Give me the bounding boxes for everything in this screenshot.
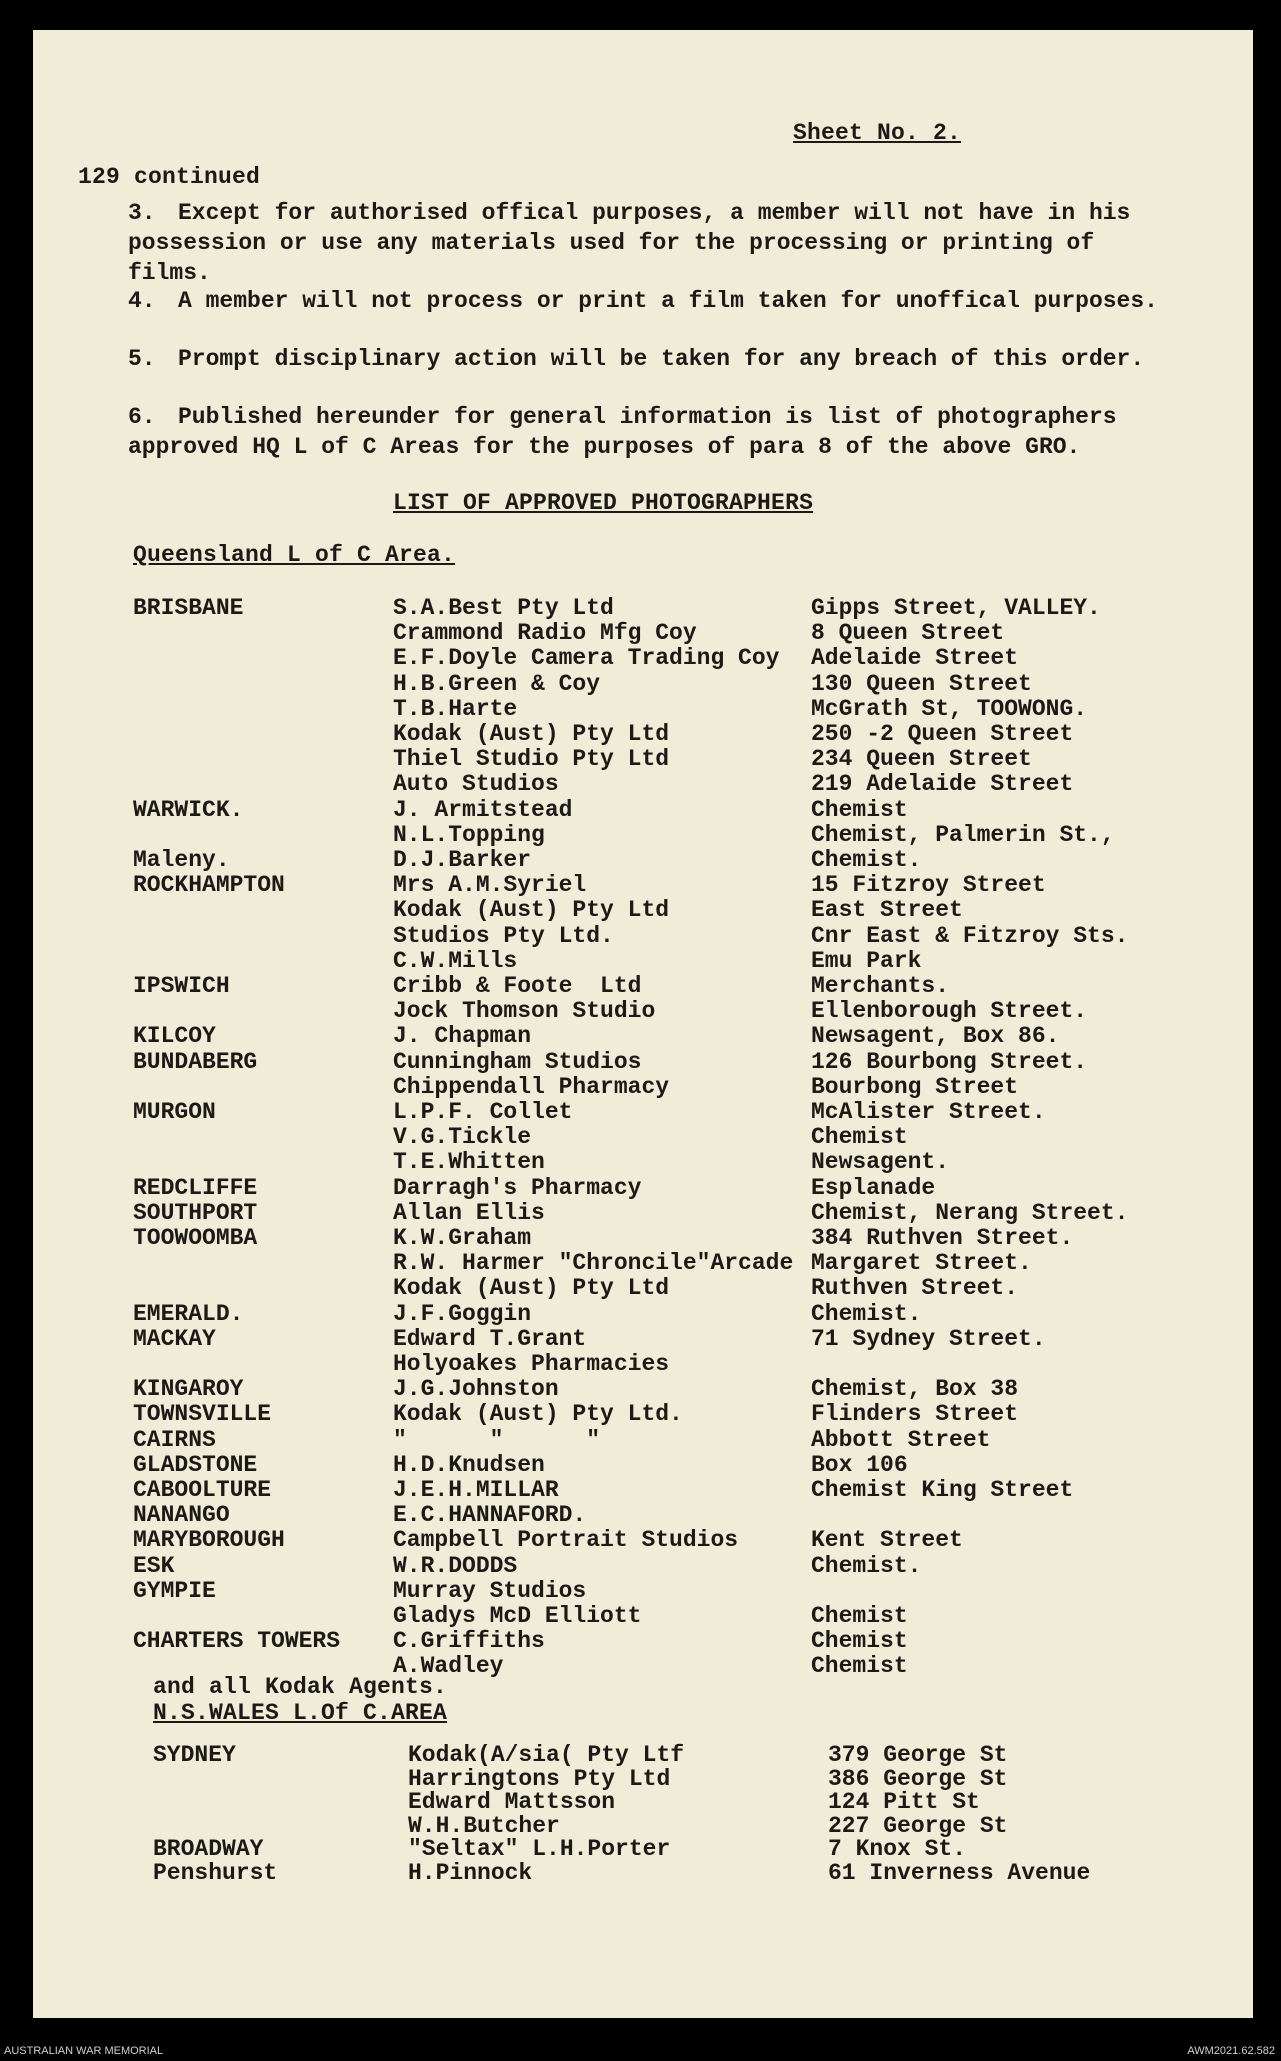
business-cell: J.E.H.MILLAR [393,1477,559,1503]
business-cell: Mrs A.M.Syriel [393,872,587,899]
photographer-row [33,1578,1233,1604]
business-cell: V.G.Tickle [393,1124,532,1151]
photographer-row [33,1789,1233,1815]
sheet-label: Sheet No. 2. [793,120,962,146]
address-cell: Chemist [811,1603,908,1629]
town-cell: GLADSTONE [133,1451,258,1478]
photographer-row [33,1225,1233,1251]
business-cell: E.C.HANNAFORD. [393,1502,587,1529]
town-cell: MURGON [133,1099,216,1125]
address-cell: 219 Adelaide Street [811,771,1074,798]
town-cell: BROADWAY [153,1836,264,1862]
address-cell: 15 Fitzroy Street [811,872,1046,899]
business-cell: J.G.Johnston [393,1376,559,1403]
photographer-row [33,595,1233,621]
address-cell: 126 Bourbong Street. [811,1048,1088,1075]
town-cell: CABOOLTURE [133,1477,272,1503]
business-cell: Kodak (Aust) Pty Ltd [393,1275,670,1302]
address-cell: Adelaide Street [811,645,1019,672]
business-cell: W.H.Butcher [408,1812,560,1839]
business-cell: T.E.Whitten [393,1149,545,1176]
address-cell: 386 George St [828,1765,1008,1792]
document-page [33,30,1253,2018]
business-cell: Murray Studios [393,1577,587,1604]
photographer-row [33,1860,1233,1886]
footer-left: AUSTRALIAN WAR MEMORIAL [4,2045,164,2057]
business-cell: R.W. Harmer "Chroncile"Arcade [393,1250,794,1277]
business-cell: Kodak (Aust) Pty Ltd [393,897,670,924]
address-cell: Newsagent, Box 86. [811,1023,1060,1050]
photographer-row [33,1175,1233,1201]
business-cell: Gladys McD Elliott [393,1603,642,1629]
address-cell: Chemist [811,1653,908,1680]
photographer-row [33,1427,1233,1453]
address-cell: Box 106 [811,1451,908,1478]
business-cell: K.W.Graham [393,1225,532,1251]
photographer-row [33,1502,1233,1528]
address-cell: 234 Queen Street [811,746,1032,773]
address-cell: Kent Street [811,1527,963,1554]
town-cell: Penshurst [153,1859,278,1886]
photographer-row [33,620,1233,646]
town-cell: CAIRNS [133,1426,216,1453]
address-cell: 8 Queen Street [811,620,1005,647]
town-cell: ROCKHAMPTON [133,872,285,899]
business-cell: Edward T.Grant [393,1325,587,1352]
address-cell: Chemist. [811,1552,922,1579]
photographer-row [33,923,1233,949]
town-cell: REDCLIFFE [133,1174,258,1201]
town-cell: Maleny. [133,847,230,873]
photographer-row [33,897,1233,923]
paragraph-number: 4. [128,288,156,314]
business-cell: J. Armitstead [393,796,573,823]
address-cell: Flinders Street [811,1401,1019,1428]
town-cell: KINGAROY [133,1376,244,1403]
address-cell: Margaret Street. [811,1250,1032,1277]
paragraph-text: Except for authorised offical purposes, a member will not have in his possession or use any materials used for the processing or printing of films. [128,200,1131,286]
paragraph-text: Prompt disciplinary action will be taken for any breach of this order. [178,346,1145,372]
address-cell: Ruthven Street. [811,1275,1019,1302]
photographer-row [33,1275,1233,1301]
address-cell: 379 George St [828,1742,1008,1768]
business-cell: Thiel Studio Pty Ltd [393,746,670,773]
town-cell: ESK [133,1552,175,1579]
business-cell: Cribb & Foote Ltd [393,973,642,999]
business-cell: Edward Mattsson [408,1789,616,1815]
photographer-row [33,1742,1233,1768]
business-cell: Jock Thomson Studio [393,998,656,1025]
address-cell: 7 Knox St. [828,1836,967,1862]
business-cell: Campbell Portrait Studios [393,1527,739,1554]
address-cell: McGrath St, TOOWONG. [811,695,1088,722]
address-cell: Chemist [811,1124,908,1151]
photographer-row [33,771,1233,797]
photographer-row [33,1836,1233,1862]
paragraph-number: 3. [128,200,156,226]
photographer-row [33,1603,1233,1629]
order-continued: 129 continued [78,164,261,190]
photographer-row [33,1049,1233,1075]
address-cell: Chemist. [811,1300,922,1327]
nsw-heading: N.S.WALES L.Of C.AREA [153,1700,448,1726]
address-cell: 250 -2 Queen Street [811,721,1074,747]
address-cell: Merchants. [811,973,950,999]
business-cell: "Seltax" L.H.Porter [408,1836,671,1862]
business-cell: H.D.Knudsen [393,1451,545,1478]
list-title: LIST OF APPROVED PHOTOGRAPHERS [393,490,814,516]
address-cell: Chemist [811,1628,908,1655]
town-cell: KILCOY [133,1023,216,1050]
business-cell: J. Chapman [393,1023,532,1050]
business-cell: Studios Pty Ltd. [393,922,614,949]
business-cell: J.F.Goggin [393,1300,532,1327]
business-cell: Kodak(A/sia( Pty Ltf [408,1742,685,1768]
address-cell: Chemist, Box 38 [811,1376,1019,1403]
photographer-row [33,645,1233,671]
photographer-row [33,1326,1233,1352]
photographer-row [33,1023,1233,1049]
business-cell: Auto Studios [393,771,559,798]
paragraph-5 [128,344,1188,374]
photographer-row [33,1477,1233,1503]
photographer-row [33,822,1233,848]
town-cell: TOWNSVILLE [133,1401,272,1428]
business-cell: Darragh's Pharmacy [393,1174,642,1201]
address-cell: Newsagent. [811,1149,950,1176]
photographer-row [33,1200,1233,1226]
qld-heading: Queensland L of C Area. [133,542,456,568]
paragraph-text: A member will not process or print a film taken for unoffical purposes. [178,288,1158,314]
photographer-row [33,973,1233,999]
town-cell: MARYBOROUGH [133,1527,285,1554]
photographer-row [33,1628,1233,1654]
address-cell: Esplanade [811,1174,936,1201]
town-cell: EMERALD. [133,1300,244,1327]
address-cell: 71 Sydney Street. [811,1325,1046,1352]
address-cell: East Street [811,897,963,924]
business-cell: Chippendall Pharmacy [393,1073,670,1100]
photographer-row [33,1527,1233,1553]
address-cell: Chemist [811,796,908,823]
business-cell: H.B.Green & Coy [393,670,601,697]
town-cell: CHARTERS TOWERS [133,1628,341,1655]
town-cell: IPSWICH [133,973,230,999]
town-cell: TOOWOOMBA [133,1225,258,1251]
photographer-row [33,1099,1233,1125]
business-cell: Harringtons Pty Ltd [408,1765,671,1792]
business-cell: T.B.Harte [393,695,518,722]
town-cell: NANANGO [133,1502,230,1529]
paragraph-6 [128,402,1188,462]
address-cell: Cnr East & Fitzroy Sts. [811,922,1129,949]
business-cell: S.A.Best Pty Ltd [393,595,614,621]
business-cell: Allan Ellis [393,1199,545,1226]
photographer-row [33,1124,1233,1150]
address-cell: Chemist King Street [811,1477,1074,1503]
business-cell: Kodak (Aust) Pty Ltd. [393,1401,683,1428]
town-cell: GYMPIE [133,1577,216,1604]
paragraph-number: 5. [128,346,156,372]
address-cell: Gipps Street, VALLEY. [811,595,1101,621]
kodak-agents-note: and all Kodak Agents. [153,1674,448,1700]
address-cell: 384 Ruthven Street. [811,1225,1074,1251]
town-cell: BUNDABERG [133,1048,258,1075]
town-cell: BRISBANE [133,595,244,621]
photographer-row [33,1401,1233,1427]
paragraph-number: 6. [128,404,156,430]
business-cell: Holyoakes Pharmacies [393,1351,670,1377]
town-cell: SYDNEY [153,1742,236,1768]
address-cell: Ellenborough Street. [811,998,1088,1025]
photographer-row [33,1074,1233,1100]
photographer-row [33,1766,1233,1792]
business-cell: N.L.Topping [393,821,545,848]
business-cell: Crammond Radio Mfg Coy [393,620,697,647]
photographer-row [33,1250,1233,1276]
address-cell: Emu Park [811,947,922,974]
photographer-row [33,1149,1233,1175]
business-cell: L.P.F. Collet [393,1099,573,1125]
business-cell: C.W.Mills [393,947,518,974]
business-cell: W.R.DODDS [393,1552,518,1579]
paragraph-text: Published hereunder for general information is list of photographers approved HQ L of C Areas for the purposes of para 8 of the above GRO. [128,404,1117,460]
town-cell: WARWICK. [133,796,244,823]
address-cell: 61 Inverness Avenue [828,1859,1091,1886]
address-cell: 130 Queen Street [811,670,1032,697]
address-cell: Bourbong Street [811,1073,1019,1100]
town-cell: MACKAY [133,1325,216,1352]
photographer-row [33,948,1233,974]
address-cell: 124 Pitt St [828,1789,980,1815]
photographer-row [33,696,1233,722]
footer-right: AWM2021.62.582 [1187,2045,1275,2057]
photographer-row [33,1351,1233,1377]
business-cell: A.Wadley [393,1653,504,1680]
address-cell: Abbott Street [811,1426,991,1453]
business-cell: H.Pinnock [408,1859,533,1886]
photographer-row [33,1553,1233,1579]
paragraph-3 [128,198,1188,288]
photographer-row [33,998,1233,1024]
photographer-row [33,671,1233,697]
photographer-row [33,1301,1233,1327]
business-cell: " " " [393,1426,601,1453]
photographer-row [33,847,1233,873]
business-cell: Cunningham Studios [393,1048,642,1075]
address-cell: Chemist, Nerang Street. [811,1199,1129,1226]
photographer-row [33,721,1233,747]
photographer-row [33,1452,1233,1478]
address-cell: 227 George St [828,1812,1008,1839]
photographer-row [33,872,1233,898]
photographer-row [33,797,1233,823]
address-cell: Chemist, Palmerin St., [811,821,1115,848]
address-cell: Chemist. [811,847,922,873]
photographer-row [33,1813,1233,1839]
business-cell: D.J.Barker [393,847,532,873]
address-cell: McAlister Street. [811,1099,1046,1125]
business-cell: E.F.Doyle Camera Trading Coy [393,645,780,672]
business-cell: Kodak (Aust) Pty Ltd [393,721,670,747]
paragraph-4 [128,286,1188,316]
photographer-row [33,746,1233,772]
photographer-row [33,1376,1233,1402]
business-cell: C.Griffiths [393,1628,545,1655]
town-cell: SOUTHPORT [133,1199,258,1226]
